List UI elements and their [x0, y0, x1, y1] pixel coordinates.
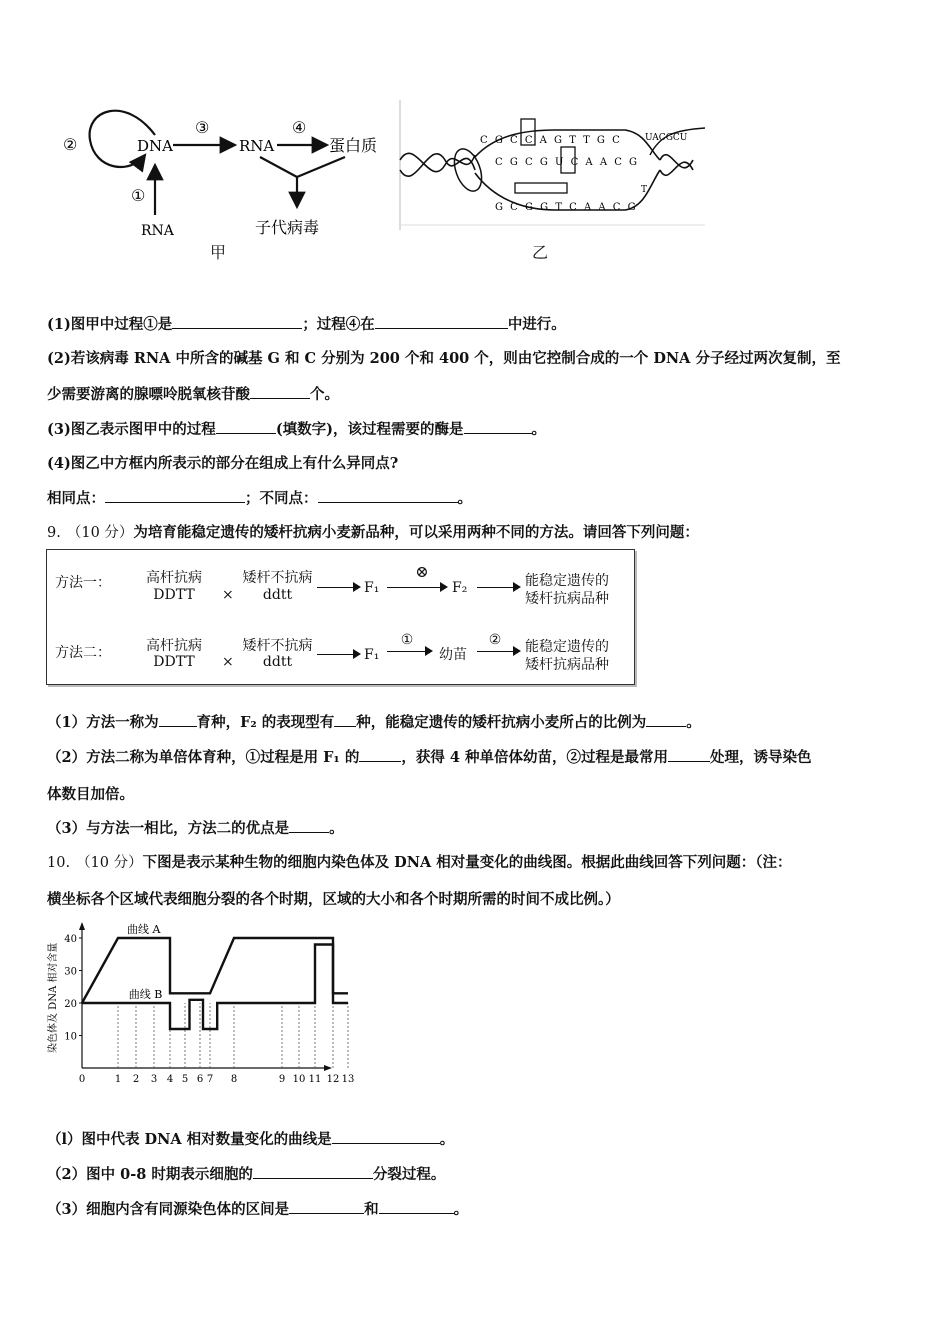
method1-f2: F₂: [452, 580, 468, 596]
method1-parent2: 矮杆不抗病: [242, 570, 313, 586]
answer-blank[interactable]: [334, 712, 356, 727]
q10-stem-a: 10. （10 分）下图是表示某种生物的细胞内染色体及 DNA 相对量变化的曲线图。根据此曲线回答下列问题：（注：: [47, 854, 792, 871]
method2-result-1: 能稳定遗传的: [525, 639, 609, 655]
method1-parent1: 高杆抗病: [146, 570, 202, 586]
answer-blank[interactable]: [359, 747, 401, 762]
series-line-a: [82, 938, 348, 1003]
y-tick-label: 30: [64, 966, 77, 978]
q9-part2b: 体数目加倍。: [47, 786, 134, 803]
method2-cross: ×: [222, 654, 234, 670]
answer-blank[interactable]: [646, 712, 686, 727]
answer-blank[interactable]: [379, 1199, 454, 1214]
y-tick-label: 40: [64, 934, 77, 945]
q8-part5: 相同点： ；不同点： 。: [47, 490, 472, 507]
node-rna-top: RNA: [239, 137, 275, 155]
q9-stem: 9. （10 分）为培育能稳定遗传的矮杆抗病小麦新品种，可以采用两种不同的方法。请回答下列问题：: [47, 524, 699, 541]
figure-jia-label: 甲: [210, 243, 227, 262]
q9-part2a: （2）方法二称为单倍体育种，①过程是用 F₁ 的 ，获得 4 种单倍体幼苗，②过程是最常用 处理，诱导染色: [47, 749, 812, 766]
rna-strand-text: C G C G U C A A C G: [495, 157, 640, 168]
x-tick-label: 13: [341, 1074, 355, 1085]
x-axis-arrow: [324, 1065, 332, 1071]
x-tick-label: 0: [78, 1074, 86, 1085]
bottom-strand-text: G C G G T C A A C G: [495, 202, 638, 213]
method2-step1: ①: [400, 632, 414, 648]
method2-name: 方法二：: [55, 645, 111, 661]
x-tick-label: 5: [181, 1074, 189, 1085]
answer-blank[interactable]: [375, 314, 508, 329]
y-axis-arrow: [79, 922, 85, 930]
y-tick-label: 20: [64, 999, 77, 1010]
x-tick-label: 3: [150, 1074, 158, 1085]
method2-step2: ②: [488, 632, 502, 648]
q9-part1: （1）方法一称为 育种，F₂ 的表现型有 种，能稳定遗传的矮杆抗病小麦所占的比例为 。: [47, 714, 701, 731]
answer-blank[interactable]: [464, 419, 532, 434]
node-dna: DNA: [137, 137, 173, 155]
step4-label: ④: [292, 118, 307, 137]
method1-result-2: 矮杆抗病品种: [525, 591, 609, 607]
series-label-b: 曲线 B: [128, 988, 163, 1001]
y-tick-label: 10: [64, 1031, 77, 1043]
node-protein: 蛋白质: [329, 136, 378, 155]
q10-stem-b: 横坐标各个区域代表细胞分裂的各个时期，区域的大小和各个时期所需的时间不成比例。）: [47, 891, 620, 908]
top-strand-text: C G C C A G T T G C: [480, 135, 622, 146]
x-tick-label: 9: [278, 1074, 286, 1085]
x-tick-label: 10: [292, 1074, 306, 1085]
chromosome-dna-chart: [40, 918, 370, 1098]
answer-blank[interactable]: [289, 1199, 364, 1214]
step2-label: ②: [63, 135, 78, 154]
series-label-a: 曲线 A: [127, 923, 161, 936]
method2-seedling: 幼苗: [439, 647, 467, 663]
answer-blank[interactable]: [332, 1129, 440, 1144]
x-tick-label: 2: [132, 1074, 140, 1085]
method2-result-2: 矮杆抗病品种: [525, 657, 609, 673]
figure-yi-diagram: [395, 95, 715, 235]
answer-blank[interactable]: [289, 818, 329, 833]
method1-parent2-geno: ddtt: [262, 587, 293, 603]
series-line-b: [82, 945, 348, 1030]
answer-blank[interactable]: [318, 488, 458, 503]
q9-part3: （3）与方法一相比，方法二的优点是 。: [47, 820, 344, 837]
q9-method-box: [46, 549, 635, 685]
x-tick-label: 4: [166, 1074, 174, 1085]
method2-f1: F₁: [364, 647, 380, 663]
arrow-protein-combine: [297, 157, 345, 177]
step3-label: ③: [195, 118, 210, 137]
x-tick-label: 7: [206, 1074, 214, 1085]
method2-parent1-geno: DDTT: [153, 654, 195, 670]
chart-ylabel: 染色体及 DNA 相对含量: [48, 942, 59, 1053]
method1-f1: F₁: [364, 580, 380, 596]
answer-blank[interactable]: [159, 712, 197, 727]
q8-part4: (4)图乙中方框内所表示的部分在组成上有什么异同点?: [47, 455, 399, 472]
x-tick-label: 11: [308, 1074, 322, 1085]
q10-part1: （l）图中代表 DNA 相对数量变化的曲线是 。: [47, 1131, 455, 1148]
node-offspring: 子代病毒: [255, 218, 320, 237]
figure-yi-label: 乙: [532, 243, 549, 262]
answer-blank[interactable]: [216, 419, 276, 434]
q8-part2b: 少需要游离的腺嘌呤脱氧核苷酸 个。: [47, 386, 339, 403]
x-tick-label: 1: [114, 1074, 122, 1085]
answer-blank[interactable]: [172, 314, 302, 329]
q10-part2: （2）图中 0-8 时期表示细胞的 分裂过程。: [47, 1166, 446, 1183]
q8-part2a: (2)若该病毒 RNA 中所含的碱基 G 和 C 分别为 200 个和 400 个，则由它控制合成的一个 DNA 分子经过两次复制，至: [47, 350, 841, 367]
answer-blank[interactable]: [253, 1164, 373, 1179]
method2-parent2: 矮杆不抗病: [242, 638, 313, 654]
x-tick-label: 8: [230, 1074, 238, 1085]
method1-name: 方法一：: [55, 575, 111, 591]
node-rna-bottom: RNA: [141, 223, 174, 239]
method1-parent1-geno: DDTT: [153, 587, 195, 603]
answer-blank[interactable]: [668, 747, 710, 762]
q8-part3: (3)图乙表示图甲中的过程 (填数字)，该过程需要的酶是 。: [47, 421, 547, 438]
t-letter: T: [641, 185, 648, 195]
arrow-rna-combine: [260, 157, 297, 177]
q10-part3: （3）细胞内含有同源染色体的区间是 和 。: [47, 1201, 469, 1218]
step1-label: ①: [131, 186, 146, 205]
x-tick-label: 12: [326, 1074, 340, 1085]
x-tick-label: 6: [196, 1074, 204, 1085]
method2-parent1: 高杆抗病: [146, 638, 202, 654]
q8-part1: (1)图甲中过程①是 ；过程④在 中进行。: [47, 316, 566, 333]
answer-blank[interactable]: [105, 488, 245, 503]
method2-parent2-geno: ddtt: [262, 654, 293, 670]
rna-tail-text: UACGCU: [645, 133, 688, 143]
method1-result-1: 能稳定遗传的: [525, 573, 609, 589]
self-cross-icon: ⊗: [415, 562, 429, 581]
answer-blank[interactable]: [250, 384, 310, 399]
method1-cross: ×: [222, 587, 234, 603]
